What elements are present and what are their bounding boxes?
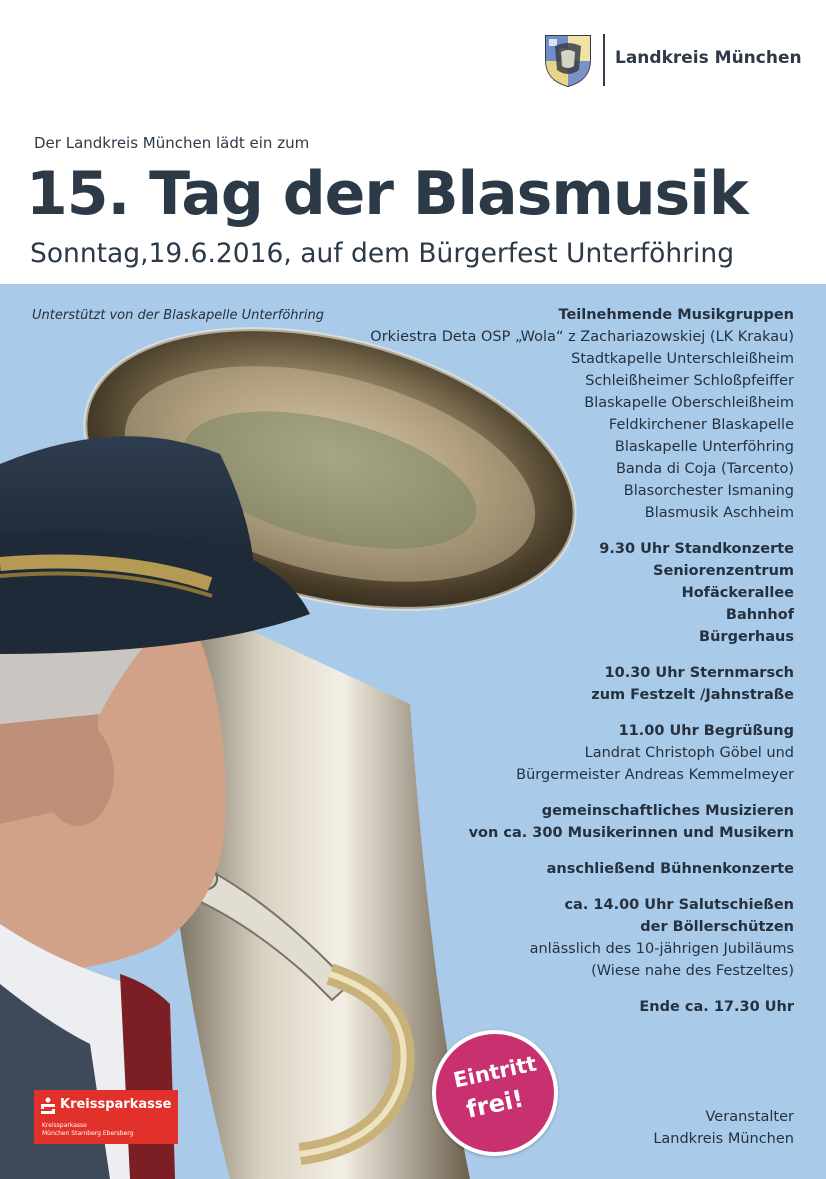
program-bold-line: Hofäckerallee: [681, 585, 794, 601]
program-line: Blasmusik Aschheim: [644, 505, 794, 521]
free-entry-badge: [432, 1030, 558, 1156]
event-date-location: Sonntag,19.6.2016, auf dem Bürgerfest Unterföhring: [30, 238, 735, 269]
section-spacer: [334, 524, 794, 538]
organizer-label: Veranstalter: [705, 1109, 794, 1125]
invitation-line: Der Landkreis München lädt ein zum: [34, 134, 310, 152]
program-line: anlässlich des 10-jährigen Jubiläums: [529, 941, 794, 957]
section-spacer: [334, 982, 794, 996]
program-line: Schleißheimer Schloßpfeiffer: [585, 373, 794, 389]
program-bold-line: von ca. 300 Musikerinnen und Musikern: [468, 825, 794, 841]
sponsor-logo: [34, 1090, 178, 1144]
event-title: 15. Tag der Blasmusik: [26, 159, 748, 229]
sponsor-subline-1: Kreissparkasse: [42, 1122, 87, 1129]
sponsor-name: Kreissparkasse: [60, 1097, 172, 1112]
program-line: Orkiestra Deta OSP „Wola“ z Zachariazowskiej (LK Krakau): [370, 329, 794, 345]
free-entry-line2: frei!: [463, 1084, 527, 1124]
program-bold-line: zum Festzelt /Jahnstraße: [591, 687, 794, 703]
program-line: Landrat Christoph Göbel und: [584, 745, 794, 761]
program-line: Bürgermeister Andreas Kemmelmeyer: [516, 767, 794, 783]
landkreis-logo: [543, 30, 802, 92]
free-entry-line1: Eintritt: [451, 1051, 539, 1093]
program-bold-line: Seniorenzentrum: [653, 563, 794, 579]
program-bold-line: Bürgerhaus: [699, 629, 794, 645]
section-spacer: [334, 880, 794, 894]
program-line: (Wiese nahe des Festzeltes): [591, 963, 794, 979]
program-heading: 11.00 Uhr Begrüßung: [618, 723, 794, 739]
section-spacer: [334, 844, 794, 858]
section-spacer: [334, 786, 794, 800]
program-heading: gemeinschaftliches Musizieren: [541, 803, 794, 819]
program-heading: 9.30 Uhr Standkonzerte: [599, 541, 794, 557]
program-line: Banda di Coja (Tarcento): [615, 461, 794, 477]
program-bold-line: der Böllerschützen: [640, 919, 794, 935]
supported-by: Unterstützt von der Blaskapelle Unterföhring: [32, 308, 324, 323]
program-heading: 10.30 Uhr Sternmarsch: [604, 665, 794, 681]
sponsor-subline-2: München Starnberg Ebersberg: [42, 1130, 134, 1137]
program-bold-line: Bahnhof: [725, 607, 794, 623]
program-list: [334, 304, 794, 1018]
logo-divider: [603, 34, 605, 86]
logo-text: Landkreis München: [615, 48, 802, 68]
program-line: Blasorchester Ismaning: [623, 483, 794, 499]
coat-of-arms-icon: [543, 30, 593, 88]
section-spacer: [334, 648, 794, 662]
program-heading: Ende ca. 17.30 Uhr: [639, 999, 794, 1015]
program-line: Stadtkapelle Unterschleißheim: [571, 351, 794, 367]
program-line: Blaskapelle Oberschleißheim: [584, 395, 794, 411]
program-heading: anschließend Bühnenkonzerte: [546, 861, 794, 877]
program-heading: ca. 14.00 Uhr Salutschießen: [564, 897, 794, 913]
organizer-block: [653, 1106, 794, 1150]
program-line: Blaskapelle Unterföhring: [614, 439, 794, 455]
sparkasse-s-icon: [40, 1097, 56, 1115]
program-heading: Teilnehmende Musikgruppen: [558, 307, 794, 323]
organizer-name: Landkreis München: [653, 1131, 794, 1147]
program-line: Feldkirchener Blaskapelle: [608, 417, 794, 433]
section-spacer: [334, 706, 794, 720]
